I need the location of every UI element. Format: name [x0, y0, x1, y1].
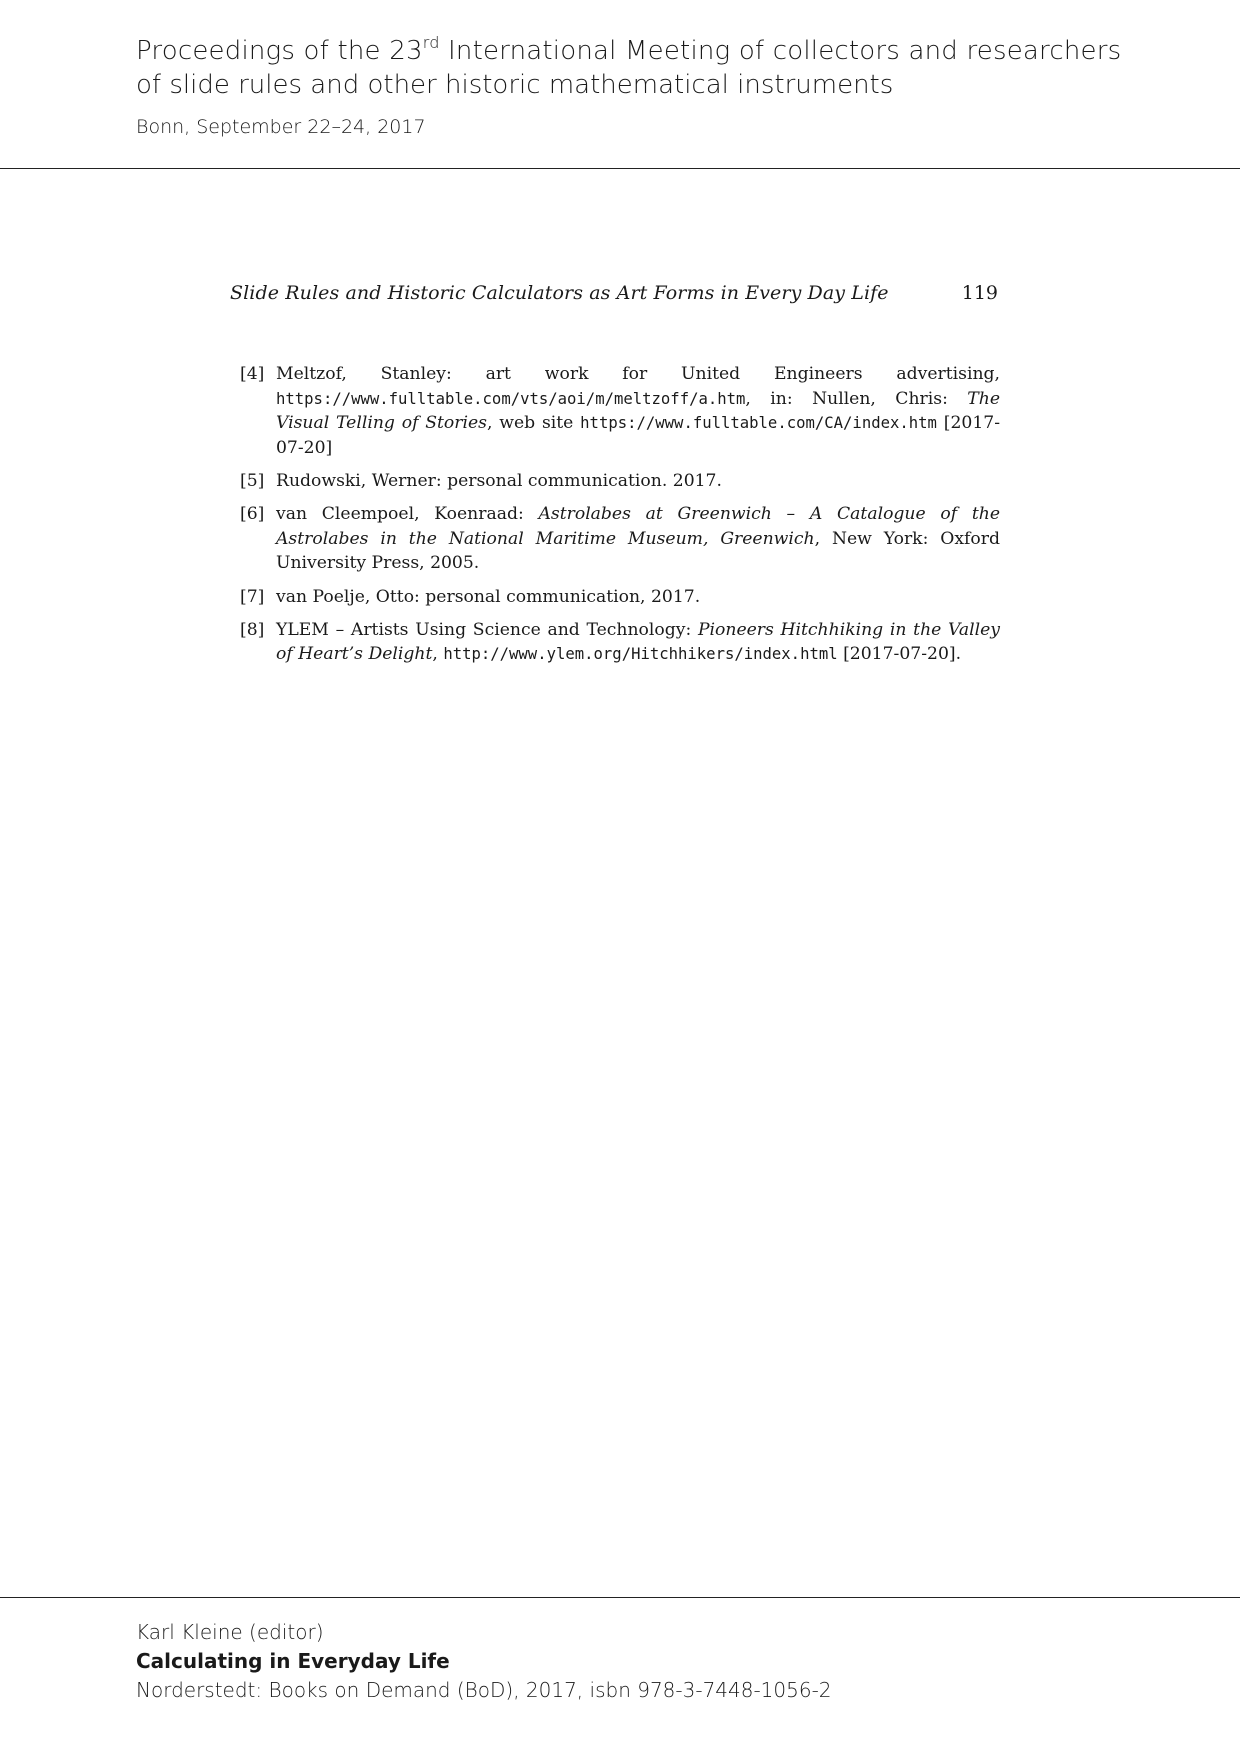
- reference-fragment: ,: [432, 644, 444, 665]
- book-publisher: Norderstedt: Books on Demand (BoD), 2017, isbn 978-3-7448-1056-2: [136, 1678, 832, 1702]
- reference-title: The Visual Telling of Stories: [276, 388, 1000, 434]
- reference-fragment: Rudowski, Werner: personal communication. 2017.: [276, 470, 722, 491]
- reference-url[interactable]: http://www.ylem.org/Hitchhikers/index.html: [443, 645, 838, 664]
- proceedings-title-start: Proceedings of the 23: [136, 36, 423, 66]
- reference-item: [240, 585, 1000, 610]
- reference-url[interactable]: https://www.fulltable.com/vts/aoi/m/meltzoff/a.htm: [276, 389, 746, 408]
- reference-text: [276, 502, 1000, 576]
- proceedings-subtitle: of slide rules and other historic mathematical instruments: [136, 70, 894, 100]
- reference-fragment: , New York: Oxford University Press, 2005.: [276, 528, 1000, 574]
- reference-text: [276, 362, 1000, 460]
- reference-title: Pioneers Hitchhiking in the Valley of Heart’s Delight: [276, 619, 1000, 665]
- ordinal-suffix: rd: [422, 33, 440, 52]
- running-head: [230, 282, 998, 310]
- reference-text: [276, 618, 1000, 667]
- reference-item: [240, 362, 1000, 460]
- reference-title: Astrolabes at Greenwich – A Catalogue of the Astrolabes in the National Maritime Museum, Greenwich: [276, 504, 1000, 549]
- proceedings-title: [136, 34, 1136, 68]
- reference-fragment: YLEM – Artists Using Science and Technology:: [276, 619, 698, 640]
- reference-text: [276, 469, 1000, 494]
- proceedings-location-date: Bonn, September 22–24, 2017: [136, 116, 426, 138]
- book-title: Calculating in Everyday Life: [136, 1649, 450, 1673]
- running-head-title: Slide Rules and Historic Calculators as Art Forms in Every Day Life: [230, 282, 889, 304]
- proceedings-title-end: International Meeting of collectors and researchers: [439, 36, 1122, 66]
- reference-fragment: van Cleempoel, Koenraad:: [276, 504, 539, 525]
- proceedings-banner: [136, 34, 1136, 140]
- reference-text: [276, 585, 1000, 610]
- reference-fragment: , web site: [486, 413, 581, 434]
- reference-fragment: [2017-07-20]: [276, 413, 1001, 458]
- book-banner: [136, 1618, 1136, 1705]
- reference-fragment: van Poelje, Otto: personal communication, 2017.: [276, 586, 701, 607]
- reference-number: [6]: [240, 504, 265, 525]
- reference-number: [4]: [240, 364, 265, 384]
- reference-number: [8]: [240, 619, 265, 640]
- reference-fragment: , in: Nullen, Chris:: [745, 388, 968, 409]
- top-divider: [0, 168, 1240, 169]
- book-editor: Karl Kleine (editor): [136, 1620, 324, 1644]
- reference-item: [240, 618, 1000, 667]
- reference-list: [240, 362, 1000, 676]
- reference-number: [7]: [240, 586, 265, 607]
- reference-item: [240, 469, 1000, 494]
- bottom-divider: [0, 1597, 1240, 1598]
- reference-item: [240, 502, 1000, 576]
- reference-fragment: Meltzof, Stanley: art work for United Engineers advertising,: [276, 364, 1000, 384]
- reference-number: [5]: [240, 470, 265, 491]
- page-number: 119: [961, 282, 998, 304]
- reference-url[interactable]: https://www.fulltable.com/CA/index.htm: [580, 414, 937, 433]
- reference-fragment: [2017-07-20].: [837, 644, 962, 665]
